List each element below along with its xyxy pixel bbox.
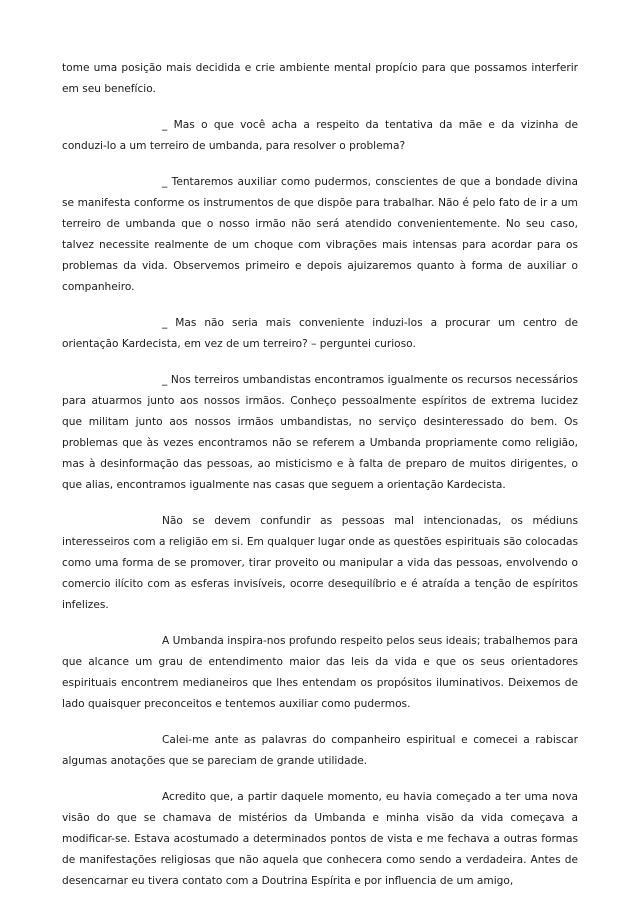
paragraph-question-terreiro: _ Mas o que você acha a respeito da tentativa da mãe e da vizinha de conduzi-lo a um terreiro de umbanda, para resolver o problema? xyxy=(62,119,578,152)
paragraph-continuation: tome uma posição mais decidida e crie ambiente mental propício para que possamos interferir em seu benefício. xyxy=(62,62,578,95)
document-page xyxy=(62,58,578,892)
paragraph-answer-terreiros: _ Nos terreiros umbandistas encontramos igualmente os recursos necessários para atuarmos junto aos nossos irmãos. Conheço pessoalmente espíritos de extrema lucidez que militam junto aos nossos irmãos umbandistas, no serviço desinteressado do bem. Os problemas que às vezes encontramos não se referem a Umbanda propriamente como religião, mas à desinformação das pessoas, ao misticismo e à falta de preparo de muitos dirigentes, o que alias, encontramos igualmente nas casas que seguem a orientação Kardecista. xyxy=(62,374,578,491)
paragraph-acredito: Acredito que, a partir daquele momento, eu havia começado a ter uma nova visão do que se chamava de mistérios da Umbanda e minha visão da vida começava a modificar-se. Estava acostumado a determinados pontos de vista e me fechava a outras formas de manifestações religiosas que não aquela que conhecera como sendo a verdadeira. Antes de desencarnar eu tivera contato com a Doutrina Espírita e por influencia de um amigo, xyxy=(62,791,578,887)
paragraph-calei-me: Calei-me ante as palavras do companheiro espiritual e comecei a rabiscar algumas anotações que se pareciam de grande utilidade. xyxy=(62,734,578,767)
paragraph-answer-bondade: _ Tentaremos auxiliar como pudermos, conscientes de que a bondade divina se manifesta conforme os instrumentos de que dispõe para trabalhar. Não é pelo fato de ir a um terreiro de umbanda que o nosso irmão não será atendido convenientemente. No seu caso, talvez necessite realmente de um choque com vibrações mais intensas para acordar para os problemas da vida. Observemos primeiro e depois ajuizaremos quanto à forma de auxiliar o companheiro. xyxy=(62,176,578,293)
paragraph-confundir: Não se devem confundir as pessoas mal intencionadas, os médiuns interesseiros com a religião em si. Em qualquer lugar onde as questões espirituais são colocadas como uma forma de se promover, tirar proveito ou manipular a vida das pessoas, envolvendo o comercio ilícito com as esferas invisíveis, ocorre desequilíbrio e é atraída a tenção de espíritos infelizes. xyxy=(62,515,578,611)
paragraph-question-kardecista: _ Mas não seria mais conveniente induzi-los a procurar um centro de orientação Kardecista, em vez de um terreiro? – perguntei curioso. xyxy=(62,317,578,350)
paragraph-umbanda-respeito: A Umbanda inspira-nos profundo respeito pelos seus ideais; trabalhemos para que alcance um grau de entendimento maior das leis da vida e que os seus orientadores espirituais encontrem medianeiros que lhes entendam os propósitos iluminativos. Deixemos de lado quaisquer preconceitos e tentemos auxiliar como pudermos. xyxy=(62,635,578,710)
